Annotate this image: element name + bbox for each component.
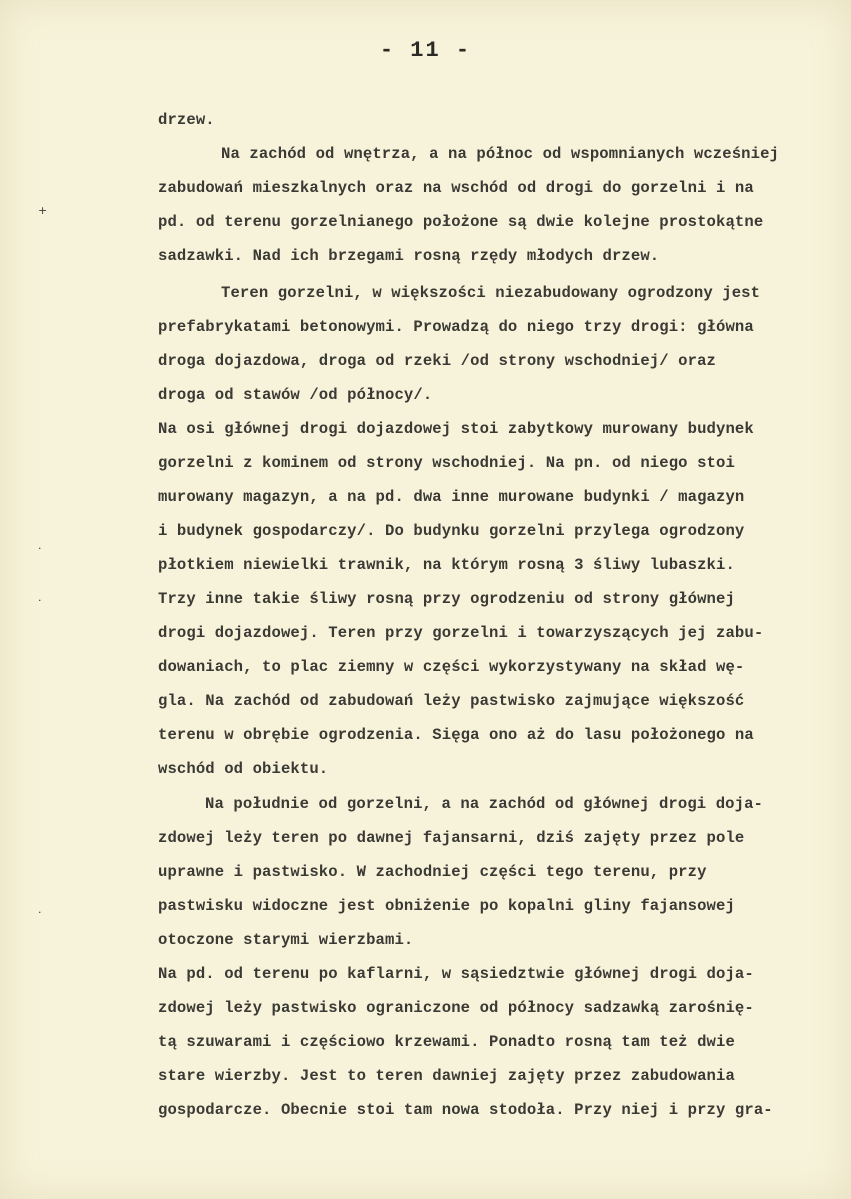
text-line: wschód od obiektu. xyxy=(158,760,329,778)
text-line: prefabrykatami betonowymi. Prowadzą do niego trzy drogi: główna xyxy=(158,318,754,336)
margin-mark: · xyxy=(38,542,42,555)
text-line: droga od stawów /od północy/. xyxy=(158,386,433,404)
margin-mark: · xyxy=(38,594,42,607)
text-line: gla. Na zachód od zabudowań leży pastwisko zajmujące większość xyxy=(158,692,745,710)
text-line: płotkiem niewielki trawnik, na którym rosną 3 śliwy lubaszki. xyxy=(158,556,735,574)
text-line: gorzelni z kominem od strony wschodniej. Na pn. od niego stoi xyxy=(158,454,735,472)
text-line: terenu w obrębie ogrodzenia. Sięga ono aż do lasu położonego na xyxy=(158,726,754,744)
text-line: gospodarcze. Obecnie stoi tam nowa stodoła. Przy niej i przy gra- xyxy=(158,1101,773,1119)
text-line: Na zachód od wnętrza, a na północ od wspomnianych wcześniej xyxy=(221,145,780,163)
text-line: droga dojazdowa, droga od rzeki /od strony wschodniej/ oraz xyxy=(158,352,717,370)
text-line: pastwisku widoczne jest obniżenie po kopalni gliny fajansowej xyxy=(158,897,735,915)
text-line: dowaniach, to plac ziemny w części wykorzystywany na skład wę- xyxy=(158,658,745,676)
text-line: drogi dojazdowej. Teren przy gorzelni i towarzyszących jej zabu- xyxy=(158,624,764,642)
text-line: pd. od terenu gorzelnianego położone są dwie kolejne prostokątne xyxy=(158,213,764,231)
text-line: tą szuwarami i częściowo krzewami. Ponadto rosną tam też dwie xyxy=(158,1033,735,1051)
text-line: Trzy inne takie śliwy rosną przy ogrodzeniu od strony głównej xyxy=(158,590,735,608)
text-line: sadzawki. Nad ich brzegami rosną rzędy młodych drzew. xyxy=(158,247,660,265)
text-line: Na osi głównej drogi dojazdowej stoi zabytkowy murowany budynek xyxy=(158,420,754,438)
text-line: Teren gorzelni, w większości niezabudowany ogrodzony jest xyxy=(221,284,761,302)
text-line: drzew. xyxy=(158,111,215,129)
text-line: uprawne i pastwisko. W zachodniej części tego terenu, przy xyxy=(158,863,707,881)
text-line: zdowej leży teren po dawnej fajansarni, dziś zajęty przez pole xyxy=(158,829,745,847)
margin-mark: + xyxy=(38,204,48,217)
text-line: i budynek gospodarczy/. Do budynku gorzelni przylega ogrodzony xyxy=(158,522,745,540)
page-number: - 11 - xyxy=(379,38,472,63)
text-line: zdowej leży pastwisko ograniczone od północy sadzawką zarośnię- xyxy=(158,999,754,1017)
text-line: murowany magazyn, a na pd. dwa inne murowane budynki / magazyn xyxy=(158,488,745,506)
margin-mark: · xyxy=(38,906,42,919)
text-line: otoczone starymi wierzbami. xyxy=(158,931,414,949)
text-line: Na pd. od terenu po kaflarni, w sąsiedztwie głównej drogi doja- xyxy=(158,965,754,983)
text-line: zabudowań mieszkalnych oraz na wschód od drogi do gorzelni i na xyxy=(158,179,754,197)
text-line: stare wierzby. Jest to teren dawniej zajęty przez zabudowania xyxy=(158,1067,735,1085)
text-line: Na południe od gorzelni, a na zachód od głównej drogi doja- xyxy=(205,795,764,813)
